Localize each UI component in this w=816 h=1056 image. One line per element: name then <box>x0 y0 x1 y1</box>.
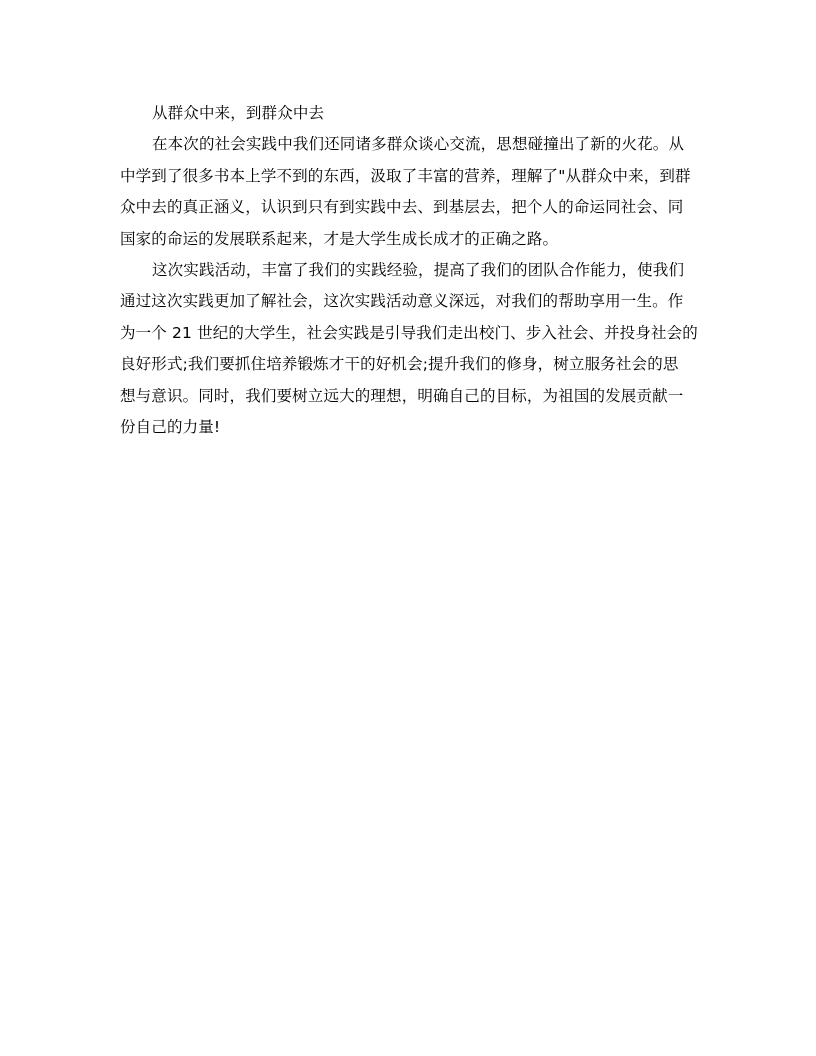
paragraph-line: 想与意识。同时，我们要树立远大的理想，明确自己的目标，为祖国的发展贡献一 <box>120 386 684 405</box>
section-heading: 从群众中来，到群众中去 <box>152 104 325 122</box>
paragraph-1 <box>120 129 698 255</box>
paragraph-line: 在本次的社会实践中我们还同诸多群众谈心交流，思想碰撞出了新的火花。从 <box>152 135 685 154</box>
paragraph-line: 众中去的真正涵义，认识到只有到实践中去、到基层去，把个人的命运同社会、同 <box>120 198 684 217</box>
paragraph-2 <box>120 255 698 443</box>
paragraph-line: 中学到了很多书本上学不到的东西，汲取了丰富的营养，理解了"从群众中来，到群 <box>120 166 691 185</box>
paragraph-line: 国家的命运的发展联系起来，才是大学生成长成才的正确之路。 <box>120 229 559 248</box>
paragraph-line: 这次实践活动，丰富了我们的实践经验，提高了我们的团队合作能力，使我们 <box>152 260 685 279</box>
paragraph-line: 通过这次实践更加了解社会，这次实践活动意义深远，对我们的帮助享用一生。作 <box>120 292 684 311</box>
paragraph-line: 份自己的力量! <box>120 417 221 436</box>
document-page <box>120 98 698 443</box>
paragraph-line: 良好形式;我们要抓住培养锻炼才干的好机会;提升我们的修身，树立服务社会的思 <box>120 355 679 374</box>
paragraph-line: 为一个 21 世纪的大学生，社会实践是引导我们走出校门、步入社会、并投身社会的 <box>120 323 698 342</box>
